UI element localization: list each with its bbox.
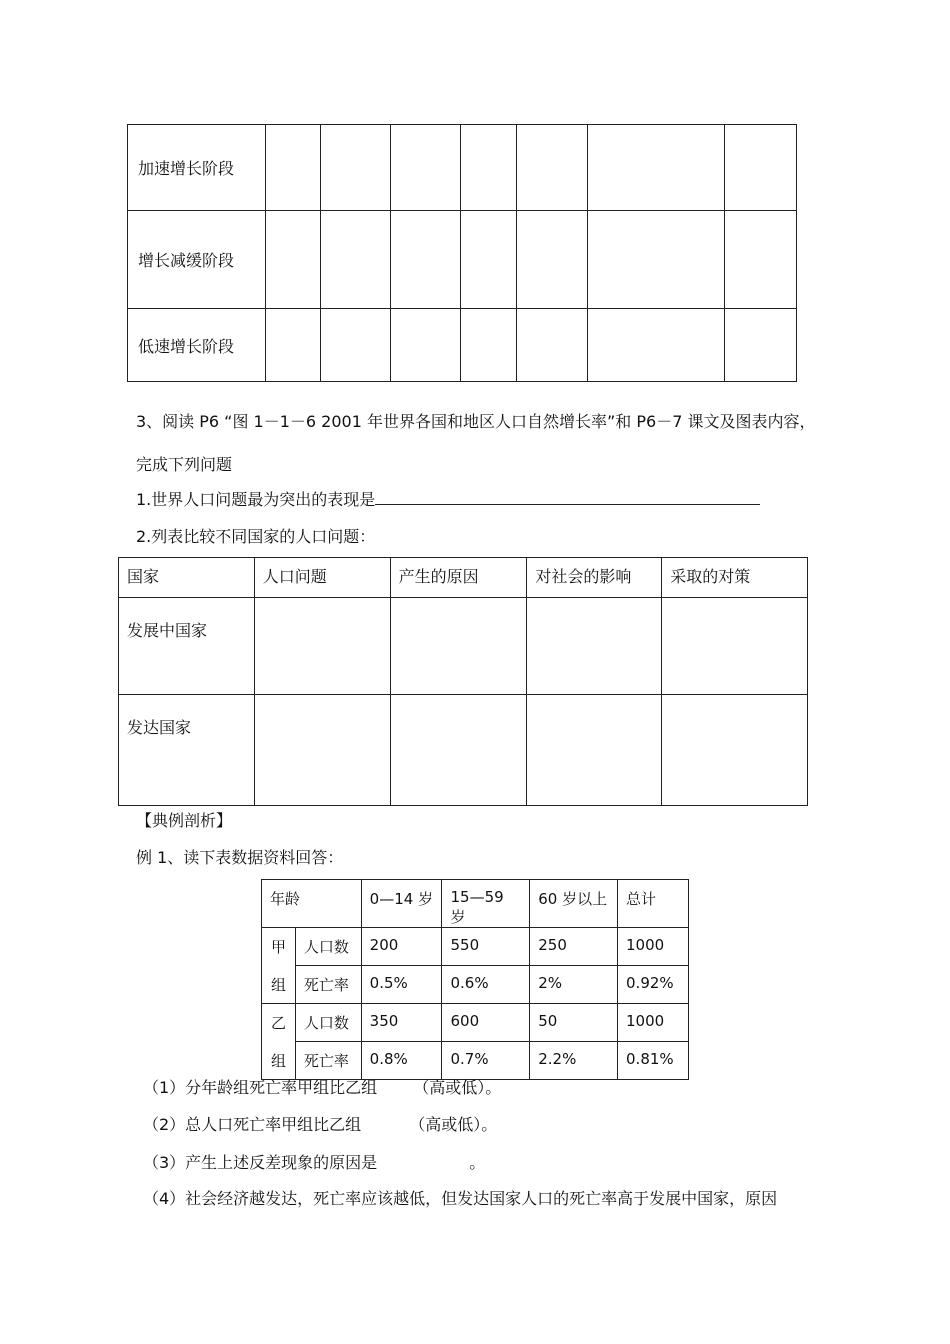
table-row [128,309,797,382]
column-header: 采取的对策 [662,558,808,598]
group-label-yi: 乙 组 [262,1004,296,1080]
cell-value: 350 [361,1004,442,1042]
table-row [262,1042,689,1080]
group-label-jia: 甲 组 [262,928,296,1004]
row-label: 死亡率 [295,966,361,1004]
cell-value: 0.81% [618,1042,689,1080]
table-row [119,695,808,806]
table-row [262,966,689,1004]
column-header: 15—59 岁 [442,880,530,928]
table-row [128,125,797,211]
section-title: 【典例剖析】 [136,811,233,830]
table-header-row [119,558,808,598]
cell-value: 2.2% [530,1042,618,1080]
country-label: 发展中国家 [119,598,255,695]
row-label: 死亡率 [295,1042,361,1080]
age-header: 年龄 [262,880,362,928]
cell-value: 550 [442,928,530,966]
table-row [262,1004,689,1042]
problem-table [118,557,808,806]
column-header: 60 岁以上 [530,880,618,928]
column-header: 0—14 岁 [361,880,442,928]
question-1: （1）分年龄组死亡率甲组比乙组 （高或低）。 [143,1078,502,1097]
cell-value: 2% [530,966,618,1004]
column-header: 总计 [618,880,689,928]
q3-instruction-cont: 完成下列问题 [136,455,233,474]
stage-label: 加速增长阶段 [128,125,266,211]
column-header: 产生的原因 [390,558,527,598]
q3-instruction: 3、阅读 P6 “图 1－1－6 2001 年世界各国和地区人口自然增长率”和 P6－7 课文及图表内容， [136,412,816,431]
row-label: 人口数 [295,928,361,966]
column-header: 对社会的影响 [527,558,662,598]
table-row [128,211,797,309]
cell-value: 600 [442,1004,530,1042]
cell-value: 0.7% [442,1042,530,1080]
country-label: 发达国家 [119,695,255,806]
cell-value: 0.6% [442,966,530,1004]
stage-label: 低速增长阶段 [128,309,266,382]
q3-sub2: 2.列表比较不同国家的人口问题： [136,527,376,546]
example-intro: 例 1、读下表数据资料回答： [136,848,344,867]
cell-value: 200 [361,928,442,966]
question-3: （3）产生上述反差现象的原因是 。 [143,1153,486,1172]
cell-value: 1000 [618,1004,689,1042]
cell-value: 0.5% [361,966,442,1004]
stage-label: 增长减缓阶段 [128,211,266,309]
cell-value: 0.8% [361,1042,442,1080]
table-row [262,928,689,966]
question-4: （4）社会经济越发达，死亡率应该越低，但发达国家人口的死亡率高于发展中国家，原因 [143,1189,778,1208]
column-header: 国家 [119,558,255,598]
table-header-row [262,880,689,928]
row-label: 人口数 [295,1004,361,1042]
table-row [119,598,808,695]
q3-sub1-text: 1.世界人口问题最为突出的表现是 [136,490,376,509]
stage-table [127,124,797,382]
cell-value: 50 [530,1004,618,1042]
answer-blank[interactable] [375,490,760,505]
cell-value: 0.92% [618,966,689,1004]
data-table [261,879,689,1080]
cell-value: 250 [530,928,618,966]
question-2: （2）总人口死亡率甲组比乙组 （高或低）。 [143,1115,498,1134]
q3-sub1 [136,487,760,510]
cell-value: 1000 [618,928,689,966]
column-header: 人口问题 [254,558,390,598]
